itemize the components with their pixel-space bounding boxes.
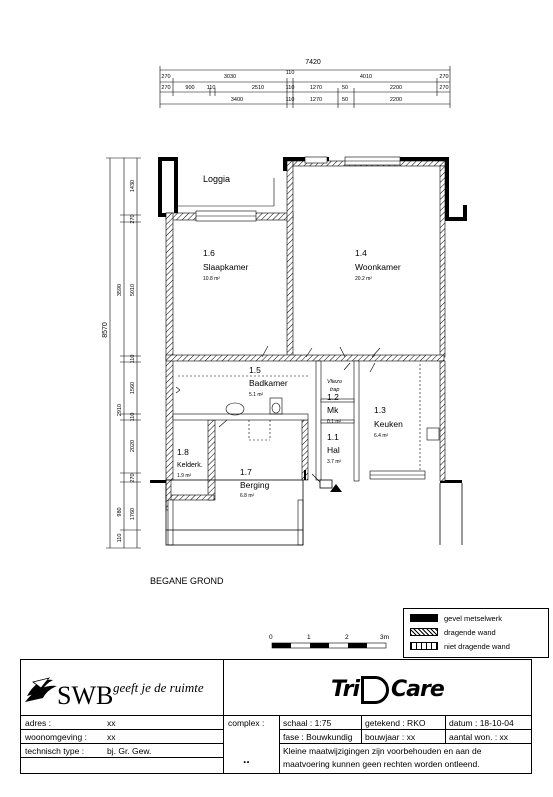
dim-label: 270 — [130, 214, 136, 224]
dim-left-a — [130, 180, 136, 520]
dim-label: 270 — [439, 74, 449, 80]
dim-row1 — [161, 70, 448, 80]
dim-label: 110 — [285, 97, 295, 103]
legend-swatch — [410, 628, 438, 636]
dim-label: 3590 — [117, 283, 123, 297]
dim-label: 110 — [130, 412, 136, 422]
dim-left-b — [117, 284, 123, 543]
disclaimer-line: maatvoering kunnen geen rechten worden ontleend. — [283, 759, 480, 769]
vliezotrap-label: Vliezo — [327, 379, 342, 385]
dim-label: 110 — [130, 354, 136, 364]
room-area: 5.1 m² — [249, 392, 264, 398]
dim-label: 270 — [161, 85, 171, 91]
dim-label: 110 — [206, 85, 216, 91]
room-area: 6.4 m² — [374, 433, 389, 439]
dim-label: 270 — [439, 85, 449, 91]
room-area: 0.1 m² — [327, 419, 342, 425]
technisch-value: bj. Gr. Gew. — [107, 746, 152, 756]
dim-label: 980 — [117, 507, 123, 517]
dim-row2 — [161, 85, 448, 91]
room-number: 1.3 — [374, 405, 386, 415]
bouwjaar: bouwjaar : xx — [365, 732, 416, 742]
tridcare-part: Care — [390, 677, 444, 702]
scale-label: 2 — [345, 634, 349, 641]
room-number: 1.7 — [240, 467, 252, 477]
room-name: Slaapkamer — [203, 262, 249, 272]
dim-label: 110 — [285, 85, 295, 91]
room-number: 1.2 — [327, 392, 339, 402]
dim-label: 110 — [117, 533, 123, 543]
dim-label: 1560 — [130, 381, 136, 395]
room-area: 1.9 m² — [177, 473, 192, 479]
dim-label: 2200 — [389, 85, 403, 91]
tridcare-d-shape — [361, 676, 389, 704]
swb-slogan: geeft je de ruimte — [113, 680, 204, 695]
dim-label: 2510 — [251, 85, 265, 91]
room-name: Woonkamer — [355, 262, 401, 272]
complex-value: .. — [243, 752, 250, 766]
room-number: 1.8 — [177, 447, 189, 457]
aantal-won: aantal won. : xx — [449, 732, 509, 742]
dim-label: 270 — [161, 74, 171, 80]
legend-label: gevel metselwerk — [444, 613, 502, 623]
swb-wordmark: SWB — [57, 681, 114, 710]
dim-label: 1270 — [309, 97, 323, 103]
scale-label: 0 — [269, 634, 273, 641]
complex-label: complex : — [228, 718, 265, 728]
room-area: 6.8 m² — [240, 493, 255, 499]
dim-total-height: 8570 — [102, 322, 109, 338]
room-name: Keuken — [374, 419, 403, 429]
adres-label: adres : — [25, 718, 51, 728]
swb-logo — [23, 670, 223, 710]
technisch-label: technisch type : — [25, 746, 85, 756]
dim-label: 1430 — [130, 179, 136, 193]
dim-label: 110 — [285, 70, 295, 76]
dim-label: 4010 — [359, 74, 373, 80]
dim-label: 2020 — [130, 439, 136, 453]
room-number: 1.5 — [249, 365, 261, 375]
dim-label: 1270 — [309, 85, 323, 91]
legend-item — [410, 627, 496, 637]
dim-label: 1760 — [130, 507, 136, 521]
room-area: 10.8 m² — [203, 276, 220, 282]
top-dimensions — [160, 66, 450, 108]
dim-label: 270 — [130, 473, 136, 483]
scale-bar — [269, 634, 389, 648]
room-area: 20.2 m² — [355, 276, 372, 282]
schaal: schaal : 1:75 — [283, 718, 332, 728]
room-name: Berging — [240, 480, 270, 490]
legend-item — [410, 641, 510, 651]
title-block — [20, 659, 532, 774]
disclaimer-line: Kleine maatwijzigingen zijn voorbehouden en aan de — [283, 746, 482, 756]
dim-label: 2910 — [117, 403, 123, 417]
scale-label: 3m — [380, 634, 390, 641]
room-name-loggia: Loggia — [203, 174, 231, 184]
adres-value: xx — [107, 718, 116, 728]
room-name: Badkamer — [249, 378, 288, 388]
getekend: getekend : RKO — [365, 718, 426, 728]
room-name: Hal — [327, 445, 340, 455]
fase: fase : Bouwkundig — [283, 732, 353, 742]
dim-label: 3400 — [230, 97, 244, 103]
dim-label: 5010 — [130, 283, 136, 297]
room-number: 1.6 — [203, 248, 215, 258]
legend-item — [410, 613, 502, 623]
dim-label: 50 — [341, 97, 349, 103]
legend-label: dragende wand — [444, 627, 496, 637]
dim-label: 50 — [341, 85, 349, 91]
datum: datum : 18-10-04 — [449, 718, 514, 728]
legend — [403, 608, 549, 658]
dim-label: 2200 — [389, 97, 403, 103]
legend-swatch — [410, 642, 438, 650]
dim-label: 3030 — [223, 74, 237, 80]
room-number: 1.4 — [355, 248, 367, 258]
woonomgeving-label: woonomgeving : — [25, 732, 87, 742]
room-name: Mk — [327, 405, 339, 415]
floor-title: BEGANE GROND — [150, 576, 224, 586]
room-area: 3.7 m² — [327, 459, 342, 465]
dim-label: 900 — [185, 85, 195, 91]
woonomgeving-value: xx — [107, 732, 116, 742]
scale-label: 1 — [307, 634, 311, 641]
room-name: Kelderk. — [177, 462, 203, 469]
legend-swatch — [410, 614, 438, 622]
room-number: 1.1 — [327, 432, 339, 442]
dim-row3 — [231, 97, 402, 103]
windows — [168, 157, 425, 545]
legend-label: niet dragende wand — [444, 641, 510, 651]
tridcare-part: Tri — [331, 677, 359, 702]
dim-total-width: 7420 — [305, 59, 321, 66]
tridcare-logo — [331, 676, 444, 704]
vliezotrap-label: trap — [330, 387, 340, 393]
